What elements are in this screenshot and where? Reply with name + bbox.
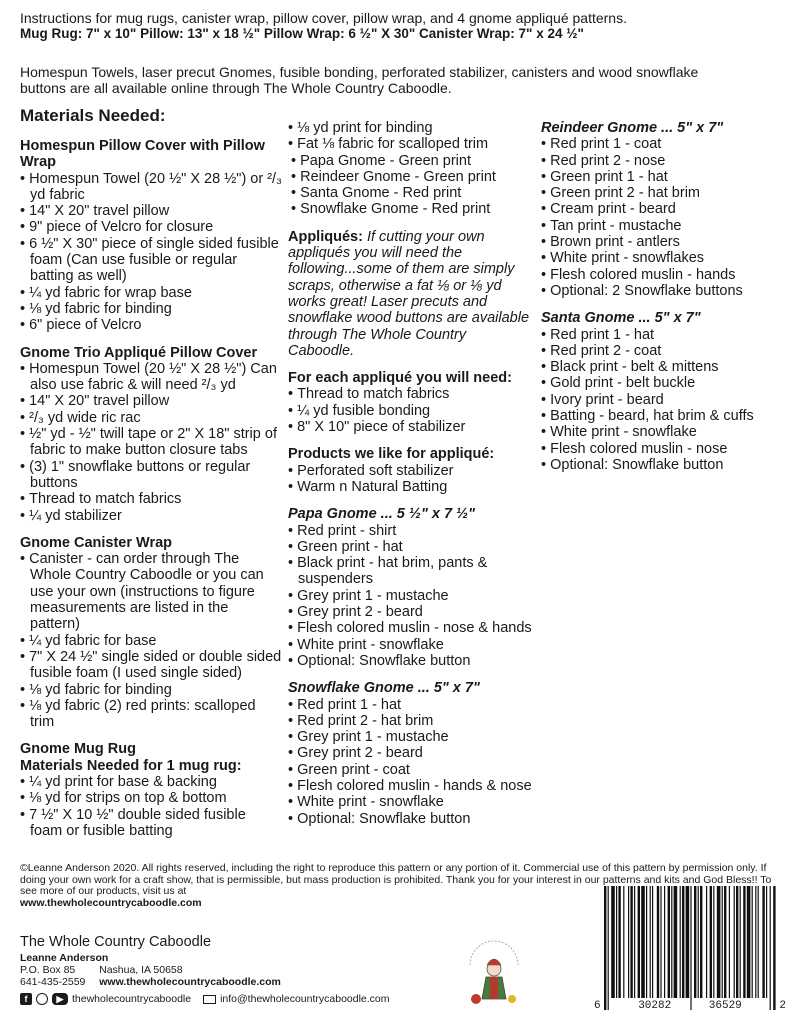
list-item: • 9" piece of Velcro for closure	[20, 219, 282, 235]
column-2	[288, 120, 536, 838]
barcode-digit: 2	[779, 1000, 786, 1012]
address-po: P.O. Box 85	[20, 964, 76, 976]
list-item: • Flesh colored muslin - hands & nose	[288, 778, 536, 794]
products-title: Products we like for appliqué:	[288, 446, 495, 463]
list-item: • Ivory print - beard	[541, 392, 781, 408]
list-item: • White print - snowflake	[288, 637, 536, 653]
list-item: • 14" X 20" travel pillow	[20, 393, 282, 409]
list-item: • Green print - hat	[288, 539, 536, 555]
barcode-bar	[752, 886, 753, 998]
column-3	[541, 120, 781, 484]
santa-section	[541, 310, 781, 473]
caboodle-logo	[460, 935, 528, 1007]
barcode-bar	[634, 886, 635, 998]
list-item: • ¼ yd fabric for wrap base	[20, 285, 282, 301]
list-item: • ¼ yd stabilizer	[20, 508, 282, 524]
pillow-title: Homespun Pillow Cover with Pillow Wrap	[20, 138, 265, 171]
list-item: • Warm n Natural Batting	[288, 479, 536, 495]
list-item: • White print - snowflake	[288, 794, 536, 810]
list-item: • ⅛ yd fabric for binding	[20, 301, 282, 317]
appliques-label: Appliqués:	[288, 228, 363, 245]
list-item: • ¼ yd fabric for base	[20, 633, 282, 649]
social-row	[20, 993, 440, 1005]
barcode-bar	[664, 886, 665, 998]
barcode-bar	[762, 886, 764, 998]
mugrug-section	[20, 741, 282, 839]
person-name-text: Leanne Anderson	[20, 952, 109, 964]
barcode-bar	[646, 886, 647, 998]
reindeer-title: Reindeer Gnome ... 5" x 7"	[541, 120, 724, 136]
list-item: • ⅛ yd fabric (2) red prints: scalloped trim	[20, 698, 282, 731]
list-item: • Brown print - antlers	[541, 234, 781, 250]
mugrug-title: Gnome Mug Rug	[20, 741, 136, 758]
list-item: • 6" piece of Velcro	[20, 317, 282, 333]
barcode-bar	[623, 886, 624, 998]
barcode-bar	[638, 886, 640, 998]
list-item: • Perforated soft stabilizer	[288, 463, 536, 479]
list-item: • Optional: Snowflake button	[288, 811, 536, 827]
barcode-bar	[743, 886, 745, 998]
papa-title: Papa Gnome ... 5 ½" x 7 ½"	[288, 506, 476, 523]
list-item: • Red print 2 - nose	[541, 153, 781, 169]
list-item: • Fat ⅛ fabric for scalloped trim	[288, 136, 536, 152]
column-1	[20, 138, 282, 850]
list-item: • Santa Gnome - Red print	[288, 185, 536, 201]
phone: 641-435-2559	[20, 976, 86, 988]
barcode-digits	[594, 1000, 786, 1012]
email-link[interactable]: info@thewholecountrycaboodle.com	[220, 993, 390, 1005]
list-item: • Red print 2 - hat brim	[288, 713, 536, 729]
instagram-icon[interactable]	[36, 993, 48, 1005]
facebook-icon[interactable]: f	[20, 993, 32, 1005]
snowflake-title: Snowflake Gnome ... 5" x 7"	[288, 680, 480, 697]
appliques-note	[288, 229, 536, 359]
each-title: For each appliqué you will need:	[288, 370, 512, 387]
list-item: • Black print - belt & mittens	[541, 359, 781, 375]
barcode-bar	[736, 886, 738, 998]
company-name: The Whole Country Caboodle	[20, 934, 212, 950]
barcode-bar	[608, 886, 609, 1010]
list-item: • Thread to match fabrics	[20, 491, 282, 507]
reindeer-section	[541, 120, 781, 299]
youtube-icon[interactable]: ▶	[52, 993, 68, 1005]
list-item: • Optional: 2 Snowflake buttons	[541, 283, 781, 299]
list-item: • (3) 1" snowflake buttons or regular buttons	[20, 459, 282, 492]
list-item: • 7" X 24 ½" single sided or double sided fusible foam (I used single sided)	[20, 649, 282, 682]
copyright-url[interactable]: www.thewholecountrycaboodle.com	[20, 896, 202, 909]
trio-title: Gnome Trio Appliqué Pillow Cover	[20, 344, 258, 361]
snowflake-section	[288, 680, 536, 827]
list-item: • Grey print 1 - mustache	[288, 588, 536, 604]
list-item: • Grey print 2 - beard	[288, 604, 536, 620]
pillow-section	[20, 138, 282, 334]
list-item: • ⅛ yd for strips on top & bottom	[20, 790, 282, 806]
barcode-bar	[713, 886, 714, 998]
barcode-bar	[766, 886, 767, 998]
list-item: • Gold print - belt buckle	[541, 375, 781, 391]
list-item: • ¼ yd fusible bonding	[288, 403, 536, 419]
list-item: • ¼ yd print for base & backing	[20, 774, 282, 790]
barcode-bar	[668, 886, 670, 998]
trio-section	[20, 345, 282, 524]
barcode-bar	[700, 886, 702, 998]
list-item: • Tan print - mustache	[541, 218, 781, 234]
list-item: • White print - snowflake	[541, 424, 781, 440]
list-item: • Flesh colored muslin - nose & hands	[288, 620, 536, 636]
barcode-bar	[755, 886, 756, 998]
footer-contact	[20, 934, 440, 1005]
list-item: • Optional: Snowflake button	[288, 653, 536, 669]
intro-block	[20, 10, 780, 42]
copyright-text: ©Leanne Anderson 2020. All rights reserved, including the right to reproduce this pattern or any portion of it. Commercial use of this pattern by permission only. If doing your own work for a craft show, that is permissible, but mass production is prohibited. Thank you for your interest in our patterns and kits and God Bless!! To see more of our products, visit us at	[20, 862, 772, 898]
barcode-bar	[724, 886, 726, 998]
list-item: • Green print 1 - hat	[541, 169, 781, 185]
list-item: • Homespun Towel (20 ½" X 28 ½") Can also use fabric & will need ²/₃ yd	[20, 361, 282, 394]
list-item: • Snowflake Gnome - Red print	[288, 201, 536, 217]
barcode-bar	[628, 886, 629, 998]
list-item: • 14" X 20" travel pillow	[20, 203, 282, 219]
barcode-digit: 6	[594, 1000, 601, 1012]
barcode-bar	[690, 886, 691, 1010]
list-item: • Flesh colored muslin - nose	[541, 441, 781, 457]
santa-title: Santa Gnome ... 5" x 7"	[541, 310, 701, 327]
address-city: Nashua, IA 50658	[99, 964, 183, 976]
barcode-bar	[722, 886, 723, 998]
canister-section	[20, 535, 282, 731]
materials-heading: Materials Needed:	[20, 106, 166, 125]
barcode-bar	[652, 886, 653, 998]
list-item: • Red print 1 - hat	[288, 697, 536, 713]
list-item: • 6 ½" X 30" piece of single sided fusible foam (Can use fusible or regular batting as well)	[20, 236, 282, 285]
barcode-bar	[773, 886, 775, 1010]
dimensions-line: Mug Rug: 7" x 10" Pillow: 13" x 18 ½" Pillow Wrap: 6 ½" X 30" Canister Wrap: 7" x 24 ½"	[20, 26, 584, 41]
list-item: • Optional: Snowflake button	[541, 457, 781, 473]
barcode-bar	[694, 886, 696, 998]
barcode-bar	[706, 886, 707, 998]
website-link[interactable]: www.thewholecountrycaboodle.com	[99, 976, 281, 988]
list-item: • White print - snowflakes	[541, 250, 781, 266]
barcode-digit: 30282	[638, 1000, 672, 1012]
list-item: • Green print 2 - hat brim	[541, 185, 781, 201]
barcode-bar	[686, 886, 690, 998]
barcode-bar	[680, 886, 681, 998]
barcode-bar	[698, 886, 699, 998]
address-line	[20, 964, 440, 976]
list-item: • Flesh colored muslin - hands	[541, 267, 781, 283]
intro-line: Instructions for mug rugs, canister wrap, pillow cover, pillow wrap, and 4 gnome appliqué patterns.	[20, 10, 627, 26]
list-item: • 8" X 10" piece of stabilizer	[288, 419, 536, 435]
barcode-bar	[729, 886, 730, 998]
barcode-bar	[611, 886, 615, 998]
list-item: • Red print 2 - coat	[541, 343, 781, 359]
barcode-bar	[770, 886, 771, 1010]
list-item: • Canister - can order through The Whole Country Caboodle or you can use your own (instructions to figure measurements are listed in the pattern)	[20, 551, 282, 632]
barcode-bar	[758, 886, 759, 998]
mugrug-continued	[288, 120, 536, 218]
list-item: • Red print 1 - hat	[541, 327, 781, 343]
person-name	[20, 952, 440, 964]
list-item: • Red print 1 - coat	[541, 136, 781, 152]
barcode-bar	[740, 886, 741, 998]
list-item: • ⅛ yd fabric for binding	[20, 682, 282, 698]
list-item: • Grey print 2 - beard	[288, 745, 536, 761]
list-item: • ½" yd - ½" twill tape or 2" X 18" strip of fabric to make button closure tabs	[20, 426, 282, 459]
barcode-digit: 36529	[708, 1000, 742, 1012]
list-item: • Cream print - beard	[541, 201, 781, 217]
list-item: • ⅛ yd print for binding	[288, 120, 536, 136]
barcode-bar	[717, 886, 721, 998]
availability-text: Homespun Towels, laser precut Gnomes, fusible bonding, perforated stabilizer, canisters and wood snowflake buttons are all available online through The Whole Country Caboodle.	[20, 64, 699, 96]
list-item: • Green print - coat	[288, 762, 536, 778]
list-item: • Batting - beard, hat brim & cuffs	[541, 408, 781, 424]
barcode-bar	[618, 886, 620, 998]
list-item: • Black print - hat brim, pants & suspenders	[288, 555, 536, 588]
phone-web-line	[20, 976, 440, 988]
barcode-bar	[616, 886, 617, 998]
barcode-bar	[682, 886, 684, 998]
list-item: • Thread to match fabrics	[288, 386, 536, 402]
list-item: • 7 ½" X 10 ½" double sided fusible foam or fusible batting	[20, 807, 282, 840]
barcode-bar	[660, 886, 661, 998]
canister-title: Gnome Canister Wrap	[20, 534, 173, 551]
list-item: • ²/₃ yd wide ric rac	[20, 410, 282, 426]
products-section	[288, 446, 536, 495]
appliques-text: If cutting your own appliqués you will need the following...some of them are simply scraps, otherwise a fat ⅛ or ⅛ yd works great! Laser precuts and snowflake wood buttons are available through The Whole Country Caboodle.	[288, 228, 530, 359]
list-item: • Reindeer Gnome - Green print	[288, 169, 536, 185]
list-item: • Papa Gnome - Green print	[288, 153, 536, 169]
barcode-bar	[657, 886, 659, 998]
barcode-bar	[641, 886, 645, 998]
papa-section	[288, 506, 536, 669]
mail-icon	[203, 995, 216, 1004]
barcode-bar	[604, 886, 606, 1010]
barcode-bar	[671, 886, 672, 998]
each-section	[288, 370, 536, 435]
barcode-bar	[674, 886, 678, 998]
barcode	[594, 880, 786, 1016]
barcode-bar	[734, 886, 735, 998]
barcode-bar	[630, 886, 632, 998]
barcode-bar	[650, 886, 651, 998]
list-item: • Grey print 1 - mustache	[288, 729, 536, 745]
social-handle[interactable]: thewholecountrycaboodle	[72, 993, 192, 1005]
barcode-bar	[747, 886, 751, 998]
list-item: • Red print - shirt	[288, 523, 536, 539]
mugrug-subtitle: Materials Needed for 1 mug rug:	[20, 757, 242, 774]
list-item: • Homespun Towel (20 ½" X 28 ½") or ²/₃ yd fabric	[20, 171, 282, 204]
barcode-bar	[710, 886, 712, 998]
